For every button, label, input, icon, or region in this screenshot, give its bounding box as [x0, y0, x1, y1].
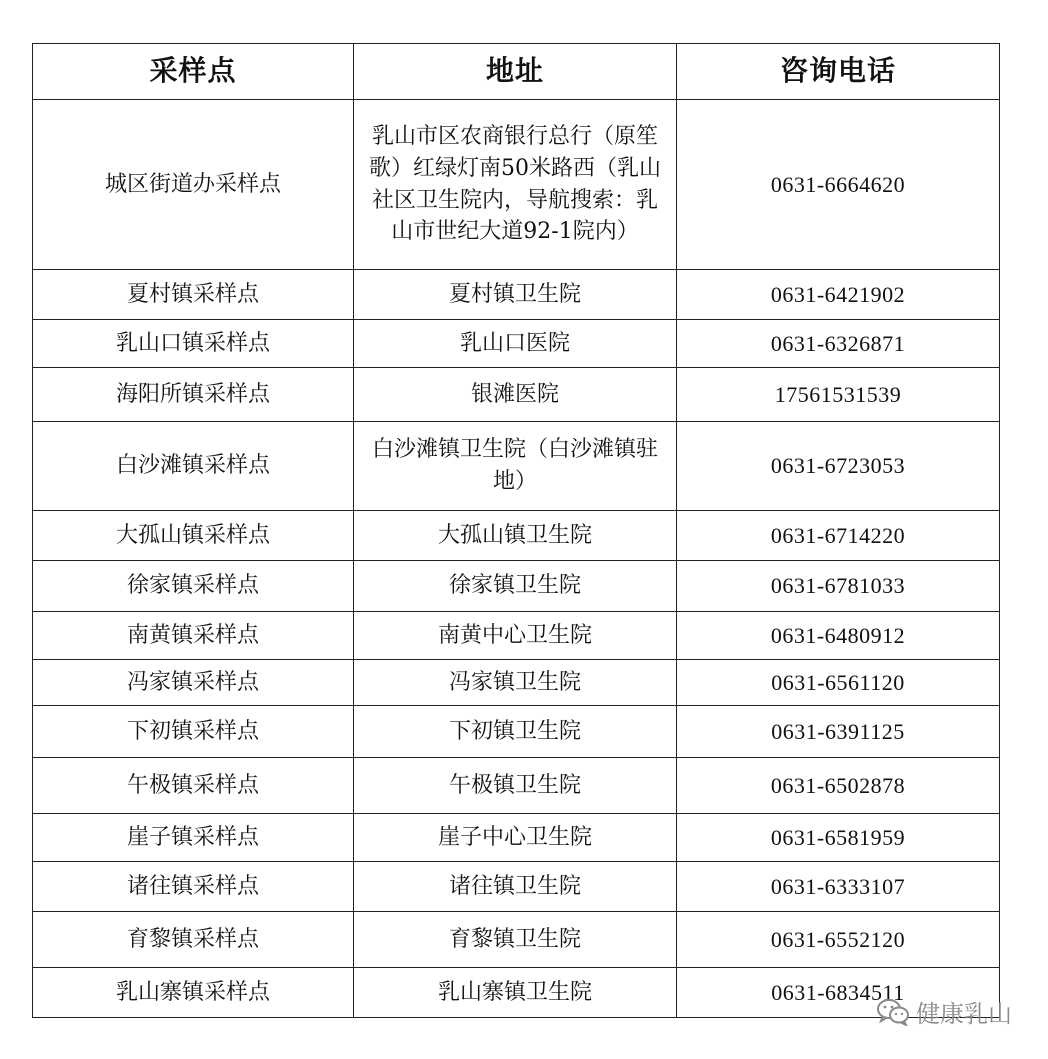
table-row [33, 758, 1000, 814]
header-address: 地址 [354, 44, 677, 100]
header-phone: 咨询电话 [677, 44, 1000, 100]
phone-cell: 0631-6581959 [677, 814, 1000, 862]
address-cell: 银滩医院 [354, 368, 677, 422]
sampling-sites-table [32, 43, 1000, 1018]
phone-cell: 0631-6502878 [677, 758, 1000, 814]
site-cell: 夏村镇采样点 [33, 270, 354, 320]
site-cell: 冯家镇采样点 [33, 660, 354, 706]
phone-cell: 0631-6480912 [677, 612, 1000, 660]
phone-cell: 0631-6421902 [677, 270, 1000, 320]
table-row [33, 612, 1000, 660]
address-cell: 乳山口医院 [354, 320, 677, 368]
address-cell: 育黎镇卫生院 [354, 912, 677, 968]
table-row [33, 862, 1000, 912]
phone-cell: 0631-6723053 [677, 422, 1000, 511]
table-row [33, 968, 1000, 1018]
site-cell: 崖子镇采样点 [33, 814, 354, 862]
phone-cell: 0631-6326871 [677, 320, 1000, 368]
watermark [876, 994, 1012, 1029]
site-cell: 育黎镇采样点 [33, 912, 354, 968]
address-cell: 冯家镇卫生院 [354, 660, 677, 706]
site-cell: 乳山口镇采样点 [33, 320, 354, 368]
header-site: 采样点 [33, 44, 354, 100]
site-cell: 大孤山镇采样点 [33, 511, 354, 561]
table-row [33, 706, 1000, 758]
wechat-icon [876, 998, 910, 1026]
phone-cell: 17561531539 [677, 368, 1000, 422]
site-cell: 徐家镇采样点 [33, 561, 354, 612]
table-row [33, 511, 1000, 561]
table-row [33, 100, 1000, 270]
phone-cell: 0631-6561120 [677, 660, 1000, 706]
address-cell: 下初镇卫生院 [354, 706, 677, 758]
phone-cell: 0631-6834511 [677, 968, 1000, 1018]
address-cell: 诸往镇卫生院 [354, 862, 677, 912]
site-cell: 海阳所镇采样点 [33, 368, 354, 422]
table-row [33, 270, 1000, 320]
table-row [33, 368, 1000, 422]
site-cell: 城区街道办采样点 [33, 100, 354, 270]
table-row [33, 320, 1000, 368]
address-cell: 大孤山镇卫生院 [354, 511, 677, 561]
table-row [33, 422, 1000, 511]
phone-cell: 0631-6781033 [677, 561, 1000, 612]
table-row [33, 814, 1000, 862]
phone-cell: 0631-6552120 [677, 912, 1000, 968]
table-row [33, 660, 1000, 706]
phone-cell: 0631-6664620 [677, 100, 1000, 270]
address-cell: 白沙滩镇卫生院（白沙滩镇驻地） [354, 422, 677, 511]
phone-cell: 0631-6714220 [677, 511, 1000, 561]
address-cell: 午极镇卫生院 [354, 758, 677, 814]
address-cell: 乳山市区农商银行总行（原笙歌）红绿灯南50米路西（乳山社区卫生院内，导航搜索：乳山市世纪大道92-1院内） [354, 100, 677, 270]
table-row [33, 912, 1000, 968]
phone-cell: 0631-6391125 [677, 706, 1000, 758]
site-cell: 诸往镇采样点 [33, 862, 354, 912]
site-cell: 乳山寨镇采样点 [33, 968, 354, 1018]
watermark-text: 健康乳山 [916, 1000, 1012, 1028]
site-cell: 下初镇采样点 [33, 706, 354, 758]
address-cell: 南黄中心卫生院 [354, 612, 677, 660]
phone-cell: 0631-6333107 [677, 862, 1000, 912]
header-row [33, 44, 1000, 100]
address-cell: 夏村镇卫生院 [354, 270, 677, 320]
site-cell: 南黄镇采样点 [33, 612, 354, 660]
address-cell: 崖子中心卫生院 [354, 814, 677, 862]
address-cell: 徐家镇卫生院 [354, 561, 677, 612]
site-cell: 午极镇采样点 [33, 758, 354, 814]
site-cell: 白沙滩镇采样点 [33, 422, 354, 511]
address-cell: 乳山寨镇卫生院 [354, 968, 677, 1018]
table-row [33, 561, 1000, 612]
